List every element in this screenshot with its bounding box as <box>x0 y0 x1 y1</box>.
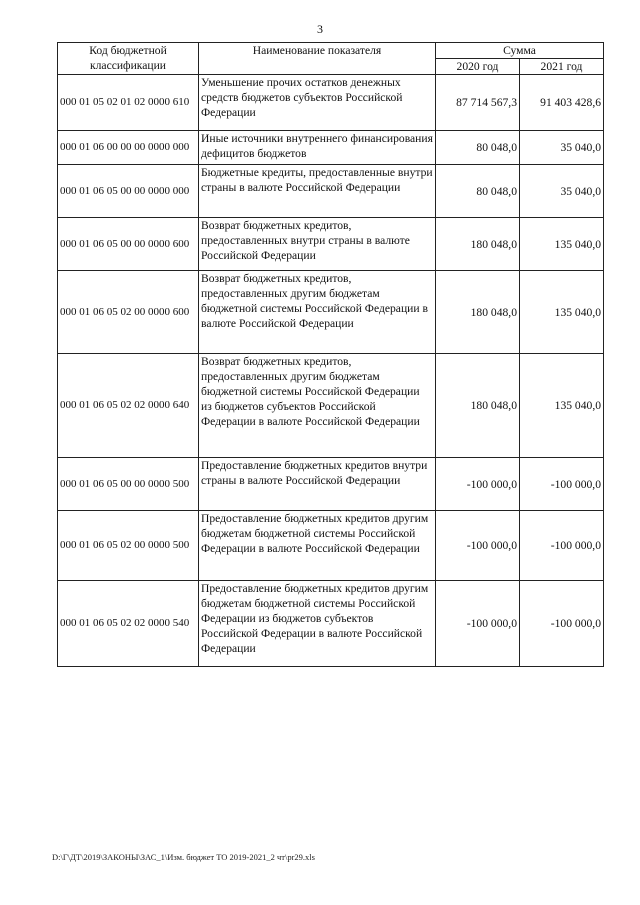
page-number: 3 <box>317 22 323 36</box>
row-name: Предоставление бюджетных кредитов внутри страны в валюте Российской Федерации <box>199 458 436 511</box>
table-row <box>58 581 604 667</box>
header-code: Код бюджетной классификации <box>58 43 199 75</box>
row-name: Уменьшение прочих остатков денежных средств бюджетов субъектов Российской Федерации <box>199 75 436 131</box>
row-name: Предоставление бюджетных кредитов другим бюджетам бюджетной системы Российской Федерации в валюте Российской Федерации <box>199 511 436 581</box>
table-row <box>58 511 604 581</box>
table-row <box>58 131 604 165</box>
file-path-footer: D:\Г\ДТ\2019\ЗАКОНЫ\ЗАС_1\Изм. бюджет ТО 2019-2021_2 чт\pr29.xls <box>52 852 315 862</box>
budget-sources-table <box>57 42 604 667</box>
row-value-2020: 87 714 567,3 <box>436 75 520 131</box>
row-code: 000 01 06 05 00 00 0000 000 <box>58 165 199 218</box>
row-value-2020: 80 048,0 <box>436 165 520 218</box>
row-name: Возврат бюджетных кредитов, предоставленных другим бюджетам бюджетной системы Российской Федерации в валюте Российской Федерации <box>199 271 436 354</box>
header-year-2021: 2021 год <box>520 59 604 75</box>
table-row <box>58 218 604 271</box>
row-code: 000 01 06 05 02 00 0000 600 <box>58 271 199 354</box>
header-year-2020: 2020 год <box>436 59 520 75</box>
row-value-2020: -100 000,0 <box>436 581 520 667</box>
row-name: Возврат бюджетных кредитов, предоставленных другим бюджетам бюджетной системы Российской Федерации из бюджетов субъектов Российской Федерации в валюте Российской Федерации <box>199 354 436 458</box>
row-value-2021: 135 040,0 <box>520 354 604 458</box>
row-value-2021: -100 000,0 <box>520 581 604 667</box>
row-code: 000 01 06 00 00 00 0000 000 <box>58 131 199 165</box>
table-row <box>58 271 604 354</box>
row-code: 000 01 06 05 02 02 0000 540 <box>58 581 199 667</box>
row-value-2020: 180 048,0 <box>436 218 520 271</box>
row-value-2020: 80 048,0 <box>436 131 520 165</box>
row-value-2021: 91 403 428,6 <box>520 75 604 131</box>
table-row <box>58 165 604 218</box>
table-row <box>58 458 604 511</box>
row-value-2021: 35 040,0 <box>520 131 604 165</box>
row-code: 000 01 06 05 02 02 0000 640 <box>58 354 199 458</box>
row-name: Возврат бюджетных кредитов, предоставленных внутри страны в валюте Российской Федерации <box>199 218 436 271</box>
row-value-2021: 135 040,0 <box>520 218 604 271</box>
row-value-2020: 180 048,0 <box>436 271 520 354</box>
row-value-2021: 35 040,0 <box>520 165 604 218</box>
row-value-2021: 135 040,0 <box>520 271 604 354</box>
row-code: 000 01 06 05 00 00 0000 600 <box>58 218 199 271</box>
table-row <box>58 354 604 458</box>
row-value-2020: 180 048,0 <box>436 354 520 458</box>
row-code: 000 01 06 05 02 00 0000 500 <box>58 511 199 581</box>
row-value-2021: -100 000,0 <box>520 511 604 581</box>
row-name: Предоставление бюджетных кредитов другим бюджетам бюджетной системы Российской Федерации из бюджетов субъектов Российской Федерации в валюте Российской Федерации <box>199 581 436 667</box>
row-value-2021: -100 000,0 <box>520 458 604 511</box>
header-sum: Сумма <box>436 43 604 59</box>
row-value-2020: -100 000,0 <box>436 511 520 581</box>
row-value-2020: -100 000,0 <box>436 458 520 511</box>
header-name: Наименование показателя <box>199 43 436 75</box>
row-name: Бюджетные кредиты, предоставленные внутри страны в валюте Российской Федерации <box>199 165 436 218</box>
row-code: 000 01 05 02 01 02 0000 610 <box>58 75 199 131</box>
table-row <box>58 75 604 131</box>
row-name: Иные источники внутреннего финансирования дефицитов бюджетов <box>199 131 436 165</box>
row-code: 000 01 06 05 00 00 0000 500 <box>58 458 199 511</box>
